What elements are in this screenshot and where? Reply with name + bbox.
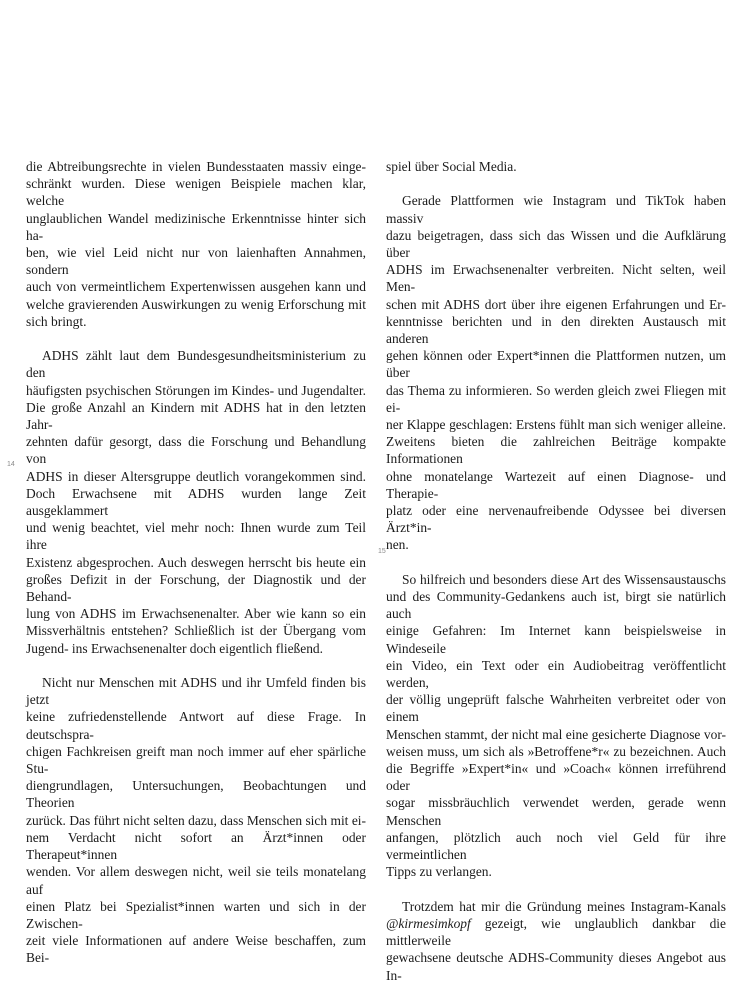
page-number-right: 15 bbox=[378, 548, 386, 555]
text-line: Doch Erwachsene mit ADHS wurden lange Zeit ausgeklammert bbox=[26, 485, 366, 519]
text-line: @kirmesimkopf gezeigt, wie unglaublich dankbar die mittlerweile bbox=[386, 915, 726, 949]
text-line: nem Verdacht nicht sofort an Ärzt*innen oder Therapeut*innen bbox=[26, 829, 366, 863]
paragraph bbox=[26, 347, 366, 657]
paragraph bbox=[386, 571, 726, 881]
text-line: anfangen, plötzlich auch noch viel Geld für ihre vermeintlichen bbox=[386, 829, 726, 863]
text-line: spiel über Social Media. bbox=[386, 159, 517, 174]
paragraph bbox=[26, 674, 366, 966]
text-line: ADHS im Erwachsenenalter verbreiten. Nicht selten, weil Men- bbox=[386, 262, 726, 295]
text-line: wenden. Vor allem deswegen nicht, weil sie teils monatelang auf bbox=[26, 864, 366, 897]
text-line: und des Community-Gedankens auch ist, birgt sie natürlich auch bbox=[386, 589, 726, 622]
text-line: großes Defizit in der Forschung, der Diagnostik und der Behand- bbox=[26, 571, 366, 605]
text-line: die Abtreibungsrechte in vielen Bundesstaaten massiv einge- bbox=[26, 159, 366, 174]
text-line: zurück. Das führt nicht selten dazu, dass Menschen sich mit ei- bbox=[26, 812, 366, 828]
text-line: chigen Fachkreisen greift man noch immer auf eher spärliche Stu- bbox=[26, 743, 366, 777]
text-line: welche gravierenden Auswirkungen zu wenig Erforschung mit bbox=[26, 296, 366, 312]
text-line: sich bringt. bbox=[26, 313, 87, 329]
text-line: und wenig beachtet, viel mehr noch: Ihnen wurde zum Teil ihre bbox=[26, 520, 366, 553]
text-line: sogar missbräuchlich verwendet werden, gerade wenn Menschen bbox=[386, 795, 726, 828]
text-line: einen Platz bei Spezialist*innen warten und sich in der Zwischen- bbox=[26, 898, 366, 931]
text-line: ein Video, ein Text oder ein Audiobeitrag veröffentlicht werden, bbox=[386, 657, 726, 691]
text-line: nen. bbox=[386, 537, 409, 553]
text-line: Menschen stammt, der nicht mal eine gesicherte Diagnose vor- bbox=[386, 726, 726, 742]
text-line: Existenz abgesprochen. Auch deswegen herrscht bis heute ein bbox=[26, 554, 366, 570]
text-line: Zweitens bieten die zahlreichen Beiträge kompakte Informationen bbox=[386, 434, 726, 467]
text-line: zeit viele Informationen auf andere Weise beschaffen, zum Bei- bbox=[26, 933, 366, 966]
text-line: Nicht nur Menschen mit ADHS und ihr Umfeld finden bis jetzt bbox=[26, 675, 366, 708]
text-line: Jugend- ins Erwachsenenalter doch eigentlich fließend. bbox=[26, 640, 324, 656]
paragraph bbox=[386, 898, 726, 984]
text-line: gewachsene deutsche ADHS-Community dieses Angebot aus In- bbox=[386, 950, 726, 983]
text-line: das Thema zu informieren. So werden gleich zwei Fliegen mit ei- bbox=[386, 382, 726, 415]
page-number-left: 14 bbox=[7, 461, 15, 468]
text-line: kenntnisse berichten und in den direkten Austausch mit anderen bbox=[386, 313, 726, 347]
text-line: So hilfreich und besonders diese Art des Wissensaustauschs bbox=[402, 571, 726, 587]
text-line: ADHS in dieser Altersgruppe deutlich vorangekommen sind. bbox=[26, 468, 366, 484]
text-line: schen mit ADHS dort über ihre eigenen Erfahrungen und Er- bbox=[386, 296, 726, 312]
paragraph bbox=[386, 158, 726, 175]
text-line: Die große Anzahl an Kindern mit ADHS hat in den letzten Jahr- bbox=[26, 399, 366, 433]
text-line: lung von ADHS im Erwachsenenalter. Aber wie kann so ein bbox=[26, 606, 366, 622]
text-line: Gerade Plattformen wie Instagram und TikTok haben massiv bbox=[386, 193, 726, 226]
text-line: gehen können oder Expert*innen die Plattformen nutzen, um über bbox=[386, 348, 726, 381]
text-line: Tipps zu verlangen. bbox=[386, 864, 492, 880]
text-line: platz oder eine nervenaufreibende Odyssee bei diversen Ärzt*in- bbox=[386, 503, 726, 536]
paragraph bbox=[386, 192, 726, 553]
text-line: einige Gefahren: Im Internet kann beispielsweise in Windeseile bbox=[386, 623, 726, 656]
text-line: unglaublichen Wandel medizinische Erkenntnisse hinter sich ha- bbox=[26, 210, 366, 243]
paragraph bbox=[26, 158, 366, 330]
text-line: weisen muss, um sich als »Betroffene*r« zu bezeichnen. Auch bbox=[386, 743, 726, 759]
text-line: Missverhältnis entstehen? Schließlich ist der Übergang vom bbox=[26, 623, 366, 639]
text-line: auch von vermeintlichem Expertenwissen ausgehen kann und bbox=[26, 279, 366, 295]
text-line: ADHS zählt laut dem Bundesgesundheitsministerium zu den bbox=[26, 348, 366, 381]
text-line: schränkt wurden. Diese wenigen Beispiele machen klar, welche bbox=[26, 176, 366, 209]
text-line: die Begriffe »Expert*in« und »Coach« können irreführend oder bbox=[386, 761, 726, 794]
right-page-text bbox=[386, 158, 726, 1001]
text-line: keine zufriedenstellende Antwort auf diese Frage. In deutschspra- bbox=[26, 709, 366, 742]
text-line: ohne monatelange Wartezeit auf einen Diagnose- und Therapie- bbox=[386, 468, 726, 501]
instagram-handle: @kirmesimkopf bbox=[386, 915, 471, 931]
text-line: Trotzdem hat mir die Gründung meines Instagram-Kanals bbox=[402, 898, 726, 914]
text-line: diengrundlagen, Untersuchungen, Beobachtungen und Theorien bbox=[26, 778, 366, 811]
left-page-text bbox=[26, 158, 366, 984]
text-line: ben, wie viel Leid nicht nur von laienhaften Annahmen, sondern bbox=[26, 245, 366, 278]
text-line: zehnten dafür gesorgt, dass die Forschung und Behandlung von bbox=[26, 434, 366, 467]
text-line: ner Klappe geschlagen: Erstens fühlt man sich weniger alleine. bbox=[386, 417, 726, 433]
text-line: der völlig ungeprüft falsche Wahrheiten verbreitet oder von einem bbox=[386, 692, 726, 725]
text-line: dazu beigetragen, dass sich das Wissen und die Aufklärung über bbox=[386, 227, 726, 260]
text-line: häufigsten psychischen Störungen im Kindes- und Jugendalter. bbox=[26, 382, 366, 398]
